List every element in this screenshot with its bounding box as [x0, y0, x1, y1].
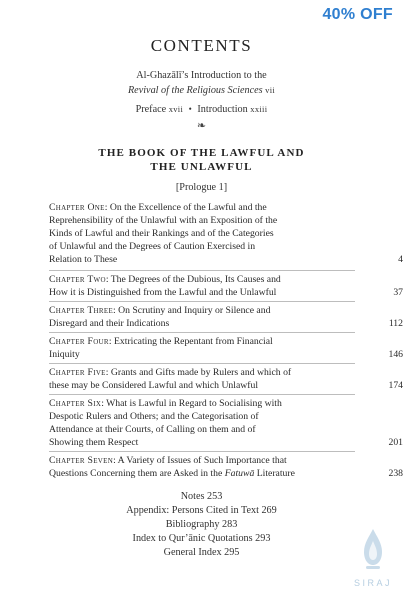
siraj-lamp-logo-icon — [358, 527, 388, 571]
chapter-page-number: 112 — [388, 318, 403, 329]
chapter-label: Chapter Four — [49, 336, 109, 347]
chapter-entry-seven[interactable] — [49, 454, 403, 480]
fleuron-ornament-icon: ❧ — [196, 120, 207, 132]
bullet-separator: • — [188, 104, 192, 114]
quranic-index-entry[interactable]: Index to Qur’ānic Quotations 293 — [132, 533, 271, 544]
appendix-entry[interactable]: Appendix: Persons Cited in Text 269 — [126, 505, 277, 516]
chapter-entry-two[interactable] — [49, 273, 403, 299]
introduction-entry[interactable] — [197, 104, 267, 115]
book-heading-line-2: THE UNLAWFUL — [150, 161, 253, 173]
back-matter-list — [0, 490, 403, 560]
siraj-watermark — [347, 527, 399, 589]
chapter-title-line: : What is Lawful in Regard to Socialising with — [101, 398, 282, 409]
chapter-title-line: Attendance at their Courts, of Calling on them and of — [49, 424, 256, 435]
chapter-label: Chapter Two — [49, 274, 106, 285]
intro-entry[interactable] — [0, 69, 403, 98]
preface-page-number: xvii — [168, 104, 184, 114]
chapter-title-line: Relation to These — [49, 254, 118, 265]
intro-line-1: Al-Ghazālī’s Introduction to the — [136, 70, 267, 81]
chapter-title-line: Disregard and their Indications — [49, 318, 170, 329]
chapter-title-line: Reprehensibility of the Unlawful with an Exposition of the — [49, 215, 278, 226]
chapter-title-line: Questions Concerning them are Asked in the Fatuwā Literature — [49, 468, 295, 479]
divider — [49, 363, 355, 364]
chapter-title-line: : On Scrutiny and Inquiry or Silence and — [113, 305, 271, 316]
chapter-title-line: Showing them Respect — [49, 437, 139, 448]
chapter-label: Chapter Seven — [49, 455, 114, 466]
chapter-title-line: : The Degrees of the Dubious, Its Causes and — [105, 274, 281, 285]
chapter-entry-three[interactable] — [49, 304, 403, 330]
chapter-page-number: 238 — [388, 468, 403, 479]
chapter-page-number: 4 — [398, 254, 403, 265]
chapter-label: Chapter Six — [49, 398, 102, 409]
page-title: CONTENTS — [150, 36, 253, 55]
chapter-label: Chapter Three — [49, 305, 114, 316]
chapter-title-line: How it is Distinguished from the Lawful and the Unlawful — [49, 287, 277, 298]
divider — [49, 332, 355, 333]
divider — [49, 301, 355, 302]
preface-label: Preface — [135, 104, 167, 115]
chapter-title-line: Despotic Rulers and Others; and the Categorisation of — [49, 411, 259, 422]
chapter-title-line: Kinds of Lawful and their Rankings and of the Categories — [49, 228, 274, 239]
introduction-label: Introduction — [197, 104, 248, 115]
chapter-entry-six[interactable] — [49, 397, 403, 449]
general-index-entry[interactable]: General Index 295 — [163, 547, 240, 558]
chapter-page-number: 37 — [393, 287, 403, 298]
bibliography-entry[interactable]: Bibliography 283 — [165, 519, 238, 530]
notes-entry[interactable]: Notes 253 — [180, 491, 223, 502]
chapter-title-line: : On the Excellence of the Lawful and the — [104, 202, 267, 213]
prologue-entry[interactable]: [Prologue 1] — [175, 182, 228, 193]
chapter-entry-five[interactable] — [49, 366, 403, 392]
chapter-page-number: 146 — [388, 349, 403, 360]
preface-line — [0, 104, 403, 115]
intro-line-2 — [0, 83, 403, 98]
preface-entry[interactable] — [136, 104, 186, 115]
chapter-page-number: 174 — [388, 380, 403, 391]
intro-book-title: Revival of the Religious Sciences — [127, 85, 263, 96]
chapter-label: Chapter One — [49, 202, 105, 213]
discount-badge: 40% OFF — [322, 6, 393, 23]
introduction-page-number: xxiii — [250, 104, 268, 114]
divider — [49, 270, 355, 271]
chapter-label: Chapter Five — [49, 367, 106, 378]
chapter-entry-four[interactable] — [49, 335, 403, 361]
watermark-text: SIRAJ — [353, 578, 392, 588]
chapter-title-line: these may be Considered Lawful and which Unlawful — [49, 380, 259, 391]
chapter-entry-one[interactable] — [49, 201, 403, 266]
chapter-title-line: : Grants and Gifts made by Rulers and which of — [105, 367, 292, 378]
divider — [49, 451, 355, 452]
chapter-page-number: 201 — [388, 437, 403, 448]
chapter-title-line: : A Variety of Issues of Such Importance that — [113, 455, 287, 466]
chapter-title-line: Iniquity — [49, 349, 80, 360]
book-heading — [0, 146, 403, 174]
chapter-title-line: : Extricating the Repentant from Financial — [108, 336, 273, 347]
book-heading-line-1: THE BOOK OF THE LAWFUL AND — [98, 147, 305, 159]
chapter-title-line: of Unlawful and the Degrees of Caution Exercised in — [49, 241, 256, 252]
intro-page-number: vii — [265, 85, 276, 95]
divider — [49, 394, 355, 395]
